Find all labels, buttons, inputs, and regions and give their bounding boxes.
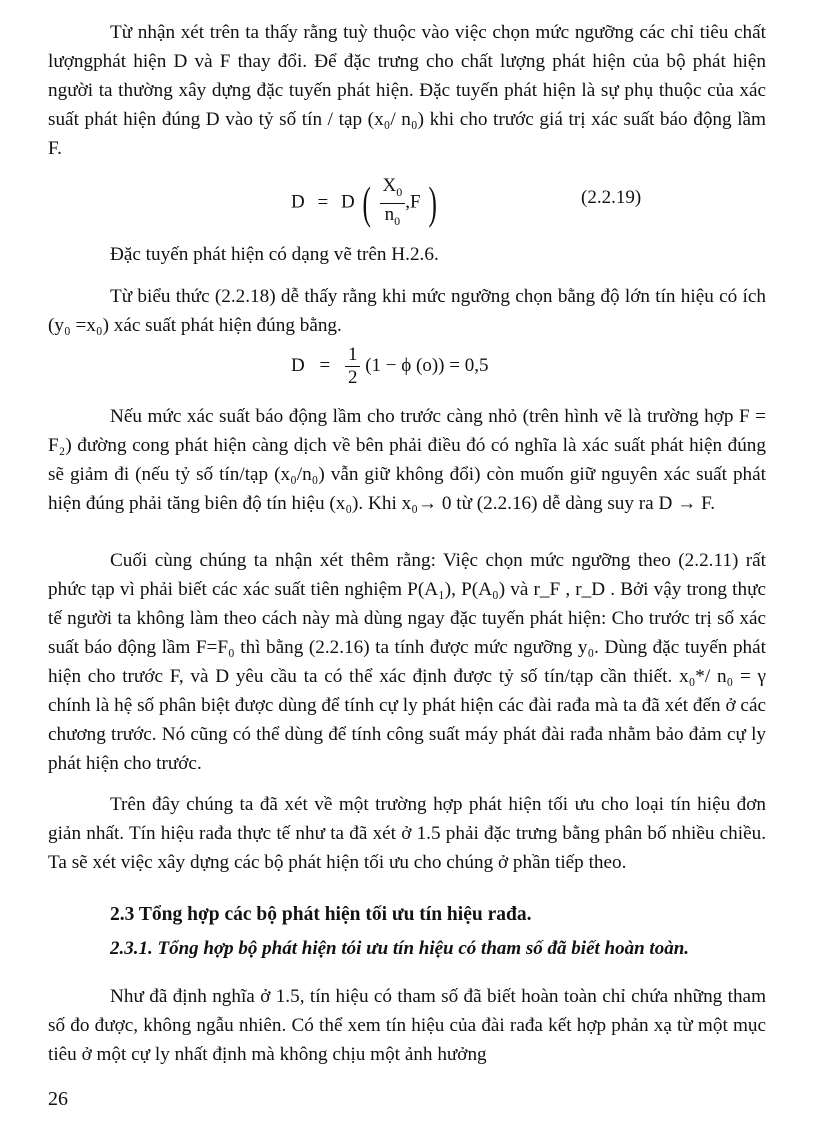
section-heading-2-3: 2.3 Tổng hợp các bộ phát hiện tối ưu tín hiệu rađa. (110, 904, 532, 925)
fraction-x0-n0: $\frac{X_0}{n_0}$ (380, 175, 406, 232)
subsection-heading-2-3-1: 2.3.1. Tổng hợp bộ phát hiện tói ưu tín hiệu có tham số đã biết hoàn toàn. (110, 938, 690, 959)
equation-half: D = $\frac{1}{2}$ (1 − ϕ (o)) = 0,5 (291, 344, 489, 388)
paragraph-2: Đặc tuyến phát hiện có dạng vẽ trên H.2.6. (110, 244, 439, 265)
equation-2-2-19: D = D ( $\frac{X_0}{n_0}$ ,F ) (291, 175, 441, 232)
paragraph-3: Từ biểu thức (2.2.18) dễ thấy rằng khi mức ngưỡng chọn bằng độ lớn tín hiệu có ích (y₀ =x₀) xác suất phát hiện đúng bằng. (48, 286, 766, 336)
page-number: 26 (48, 1088, 68, 1110)
paragraph-1-text: Từ nhận xét trên ta thấy rằng tuỳ thuộc vào việc chọn mức ngưỡng các chỉ tiêu chất lượngphát hiện D và F thay đổi. Để đặc trưng cho chất lượng phát hiện của bộ phát hiện người ta thường xây dựng đặc tuyến phát hiện. Đặc tuyến phát hiện là sự phụ thuộc của xác suất phát hiện đúng D vào tỷ số tín / tạp (x₀/ n₀) khi cho trước giá trị xác suất báo động lầm F. (48, 22, 766, 159)
paragraph-4: Nếu mức xác suất báo động lầm cho trước càng nhỏ (trên hình vẽ là trường hợp F = F₂) đường cong phát hiện càng dịch về bên phải điều đó có nghĩa là xác suất phát hiện đúng sẽ giảm đi (nếu tỷ số tín/tạp (x₀/n₀) vẫn giữ không đổi) còn muốn giữ nguyên xác suất phát hiện đúng phải tăng biên độ tín hiệu (x₀). Khi x₀→ 0 từ (2.2.16) dễ dàng suy ra D → F. (48, 406, 766, 514)
paragraph-1 (48, 18, 766, 163)
paragraph-7: Như đã định nghĩa ở 1.5, tín hiệu có tham số đã biết hoàn toàn chỉ chứa những tham số đo được, không ngẫu nhiên. Có thể xem tín hiệu của đài rađa kết hợp phản xạ từ một mục tiêu ở một cự ly nhất định mà không chịu một ảnh hưởng (48, 986, 766, 1065)
paragraph-5: Cuối cùng chúng ta nhận xét thêm rằng: Việc chọn mức ngưỡng theo (2.2.11) rất phức tạp vì phải biết các xác suất tiên nghiệm P(A₁), P(A₀) và r_F , r_D . Bởi vậy trong thực tế người ta không làm theo cách này mà dùng ngay đặc tuyến phát hiện: Cho trước trị số xác suất báo động lầm F=F₀ thì bằng (2.2.16) ta tính được mức ngưỡng y₀. Dùng đặc tuyến phát hiện cho trước F, và D yêu cầu ta có thể xác định được tỷ số tín/tạp cần thiết. x₀*/ n₀ = γ chính là hệ số phân biệt được dùng để tính cự ly phát hiện các đài rađa mà ta đã xét đến ở các chương trước. Nó cũng có thể dùng để tính công suất máy phát đài rađa nhằm bảo đảm cự ly phát hiện cho trước. (48, 550, 766, 774)
fraction-one-half: $\frac{1}{2}$ (345, 344, 361, 389)
paragraph-6: Trên đây chúng ta đã xét về một trường hợp phát hiện tối ưu cho loại tín hiệu đơn giản nhất. Tín hiệu rađa thực tế như ta đã xét ở 1.5 phải đặc trưng bằng phân bố nhiều chiều. Ta sẽ xét việc xây dựng các bộ phát hiện tối ưu cho chúng ở phần tiếp theo. (48, 794, 766, 873)
equation-label-2-2-19: (2.2.19) (581, 187, 642, 208)
